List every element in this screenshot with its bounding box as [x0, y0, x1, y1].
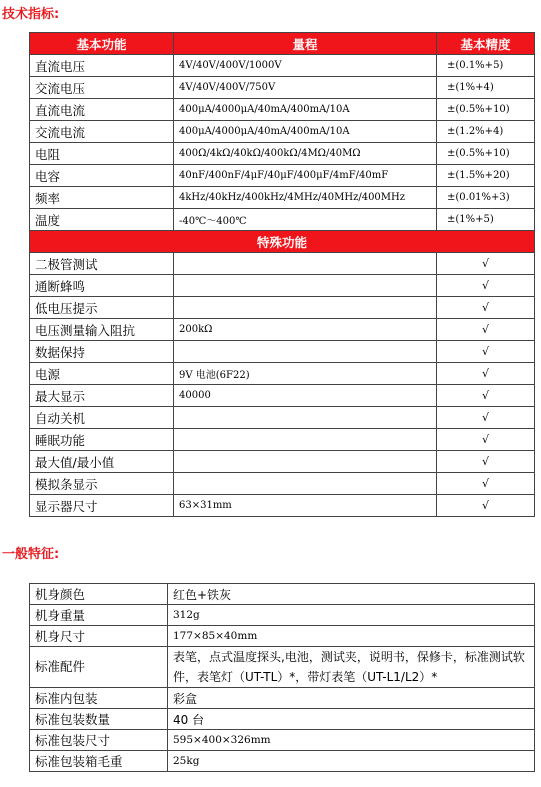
spec-accuracy: ±(0.5%+10) [437, 143, 535, 165]
spec-accuracy: ±(1%+4) [437, 77, 535, 99]
spec-accuracy: ±(1.5%+20) [437, 165, 535, 187]
general-row [30, 647, 535, 688]
spec-range: 4V/40V/400V/750V [174, 77, 437, 99]
general-label: 机身重量 [30, 605, 168, 626]
special-value: 200kΩ [174, 319, 437, 341]
special-function: 模拟条显示 [30, 473, 174, 495]
special-value [174, 407, 437, 429]
spec-row [30, 143, 535, 165]
spec-accuracy: ±(0.5%+10) [437, 99, 535, 121]
special-function: 显示器尺寸 [30, 495, 174, 517]
checkmark-icon: √ [437, 363, 535, 385]
special-row [30, 429, 535, 451]
special-row [30, 473, 535, 495]
spec-function: 温度 [30, 209, 174, 231]
spec-range: 4kHz/40kHz/400kHz/4MHz/40MHz/400MHz [174, 187, 437, 209]
special-value [174, 253, 437, 275]
checkmark-icon: √ [437, 385, 535, 407]
spec-row [30, 99, 535, 121]
general-label: 标准包装箱毛重 [30, 751, 168, 772]
general-value: 红色+铁灰 [168, 584, 535, 605]
general-label: 标准包装数量 [30, 709, 168, 730]
general-row [30, 688, 535, 709]
general-value: 595×400×326mm [168, 730, 535, 751]
special-function: 最大值/最小值 [30, 451, 174, 473]
general-value: 表笔，点式温度探头,电池，测试夹，说明书，保修卡，标准测试软件，表笔灯（UT-TL）*，带灯表笔（UT-L1/L2）* [168, 647, 535, 688]
general-value: 彩盒 [168, 688, 535, 709]
special-row [30, 363, 535, 385]
special-functions-header: 特殊功能 [30, 231, 535, 253]
tech-specs-table [29, 32, 535, 517]
header-range: 量程 [174, 33, 437, 55]
checkmark-icon: √ [437, 473, 535, 495]
checkmark-icon: √ [437, 495, 535, 517]
special-value [174, 451, 437, 473]
spec-accuracy: ±(1.2%+4) [437, 121, 535, 143]
special-value [174, 341, 437, 363]
special-function: 最大显示 [30, 385, 174, 407]
spec-range: 4V/40V/400V/1000V [174, 55, 437, 77]
general-label: 标准包装尺寸 [30, 730, 168, 751]
checkmark-icon: √ [437, 451, 535, 473]
general-row [30, 730, 535, 751]
checkmark-icon: √ [437, 319, 535, 341]
checkmark-icon: √ [437, 407, 535, 429]
special-row [30, 319, 535, 341]
checkmark-icon: √ [437, 297, 535, 319]
checkmark-icon: √ [437, 429, 535, 451]
special-function: 电源 [30, 363, 174, 385]
general-title: 一般特征: [2, 547, 60, 562]
special-function: 数据保持 [30, 341, 174, 363]
special-value: 63×31mm [174, 495, 437, 517]
special-row [30, 341, 535, 363]
spec-header-row [30, 33, 535, 55]
checkmark-icon: √ [437, 275, 535, 297]
special-value: 9V 电池(6F22) [174, 363, 437, 385]
spec-row [30, 77, 535, 99]
spec-range: -40℃～400℃ [174, 209, 437, 231]
spec-function: 直流电流 [30, 99, 174, 121]
special-value [174, 473, 437, 495]
general-row [30, 751, 535, 772]
spec-row [30, 165, 535, 187]
spec-row [30, 55, 535, 77]
special-row [30, 407, 535, 429]
general-label: 标准配件 [30, 647, 168, 688]
spec-row [30, 187, 535, 209]
special-function: 睡眠功能 [30, 429, 174, 451]
special-function: 电压测量输入阻抗 [30, 319, 174, 341]
spec-range: 40nF/400nF/4μF/40μF/400μF/4mF/40mF [174, 165, 437, 187]
special-function: 通断蜂鸣 [30, 275, 174, 297]
special-row [30, 275, 535, 297]
spec-range: 400μA/4000μA/40mA/400mA/10A [174, 99, 437, 121]
special-row [30, 495, 535, 517]
spec-function: 频率 [30, 187, 174, 209]
spec-function: 交流电压 [30, 77, 174, 99]
spec-range: 400μA/4000μA/40mA/400mA/10A [174, 121, 437, 143]
special-function: 低电压提示 [30, 297, 174, 319]
spec-accuracy: ±(1%+5) [437, 209, 535, 231]
spec-function: 电阻 [30, 143, 174, 165]
spec-function: 电容 [30, 165, 174, 187]
spec-range: 400Ω/4kΩ/40kΩ/400kΩ/4MΩ/40MΩ [174, 143, 437, 165]
spec-function: 直流电压 [30, 55, 174, 77]
special-row [30, 253, 535, 275]
general-row [30, 605, 535, 626]
spec-accuracy: ±(0.01%+3) [437, 187, 535, 209]
special-row [30, 385, 535, 407]
general-label: 机身尺寸 [30, 626, 168, 647]
special-value [174, 429, 437, 451]
checkmark-icon: √ [437, 253, 535, 275]
general-label: 机身颜色 [30, 584, 168, 605]
general-value: 312g [168, 605, 535, 626]
special-function: 二极管测试 [30, 253, 174, 275]
special-value [174, 275, 437, 297]
tech-specs-title: 技术指标: [2, 7, 60, 22]
header-accuracy: 基本精度 [437, 33, 535, 55]
special-function: 自动关机 [30, 407, 174, 429]
header-function: 基本功能 [30, 33, 174, 55]
special-row [30, 451, 535, 473]
special-value [174, 297, 437, 319]
special-row [30, 297, 535, 319]
general-value: 40 台 [168, 709, 535, 730]
spec-row [30, 209, 535, 231]
special-header-row [30, 231, 535, 253]
checkmark-icon: √ [437, 341, 535, 363]
general-row [30, 584, 535, 605]
general-row [30, 709, 535, 730]
spec-row [30, 121, 535, 143]
spec-function: 交流电流 [30, 121, 174, 143]
spec-accuracy: ±(0.1%+5) [437, 55, 535, 77]
general-value: 177×85×40mm [168, 626, 535, 647]
general-row [30, 626, 535, 647]
general-value: 25kg [168, 751, 535, 772]
general-label: 标准内包装 [30, 688, 168, 709]
general-table [29, 583, 535, 772]
special-value: 40000 [174, 385, 437, 407]
